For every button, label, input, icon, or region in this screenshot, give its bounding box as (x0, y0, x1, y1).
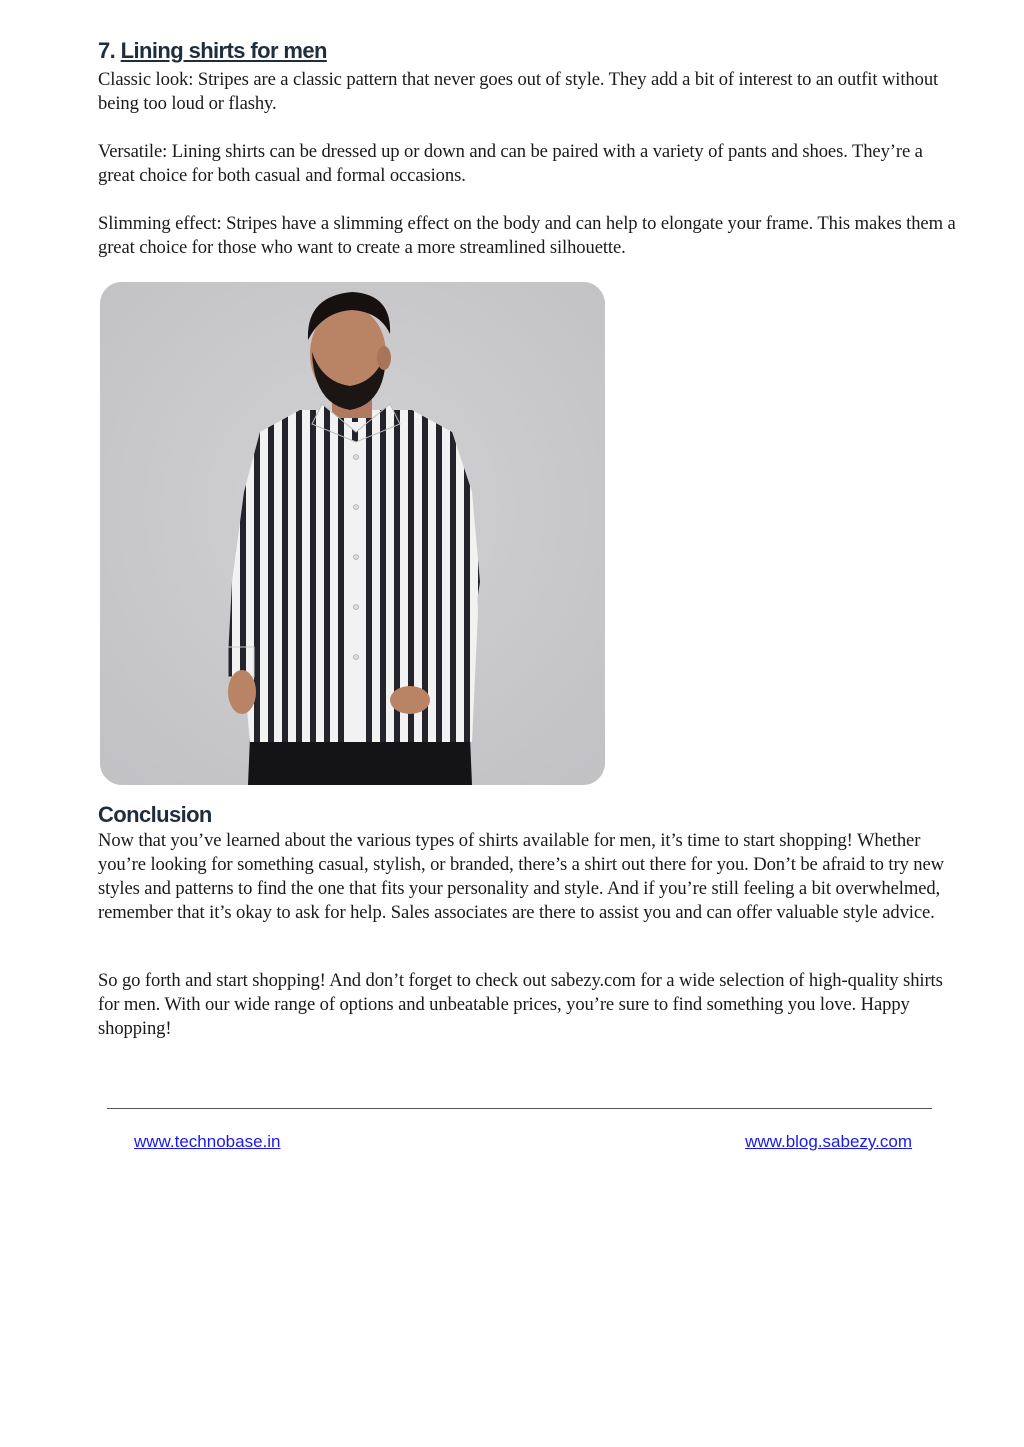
section-title-link[interactable]: Lining shirts for men (120, 38, 327, 63)
section-number: 7. (98, 38, 116, 63)
striped-shirt-photo (100, 282, 605, 785)
footer-link-technobase[interactable]: www.technobase.in (134, 1132, 281, 1151)
section-heading (98, 38, 327, 64)
conclusion-heading: Conclusion (98, 802, 212, 827)
paragraph-classic-look: Classic look: Stripes are a classic pattern that never goes out of style. They add a bit of interest to an outfit without being too loud or flashy. (98, 69, 939, 114)
footer-divider (107, 1108, 932, 1109)
footer-link-sabezy-blog[interactable]: www.blog.sabezy.com (745, 1132, 912, 1151)
conclusion-paragraph-2: So go forth and start shopping! And don’t forget to check out sabezy.com for a wide selection of high-quality shirts for men. With our wide range of options and unbeatable prices, you’re sure to find something you love. Happy shopping! (98, 970, 943, 1039)
paragraph-versatile: Versatile: Lining shirts can be dressed up or down and can be paired with a variety of pants and shoes. They’re a great choice for both casual and formal occasions. (98, 141, 923, 186)
conclusion-paragraph-1: Now that you’ve learned about the various types of shirts available for men, it’s time to start shopping! Whether you’re looking for something casual, stylish, or branded, there’s a shirt out there for you. Don’t be afraid to try new styles and patterns to find the one that fits your personality and style. And if you’re still feeling a bit overwhelmed, remember that it’s okay to ask for help. Sales associates are there to assist you and can offer valuable style advice. (98, 830, 944, 923)
paragraph-slimming-effect: Slimming effect: Stripes have a slimming effect on the body and can help to elongate your frame. This makes them a great choice for those who want to create a more streamlined silhouette. (98, 213, 956, 258)
